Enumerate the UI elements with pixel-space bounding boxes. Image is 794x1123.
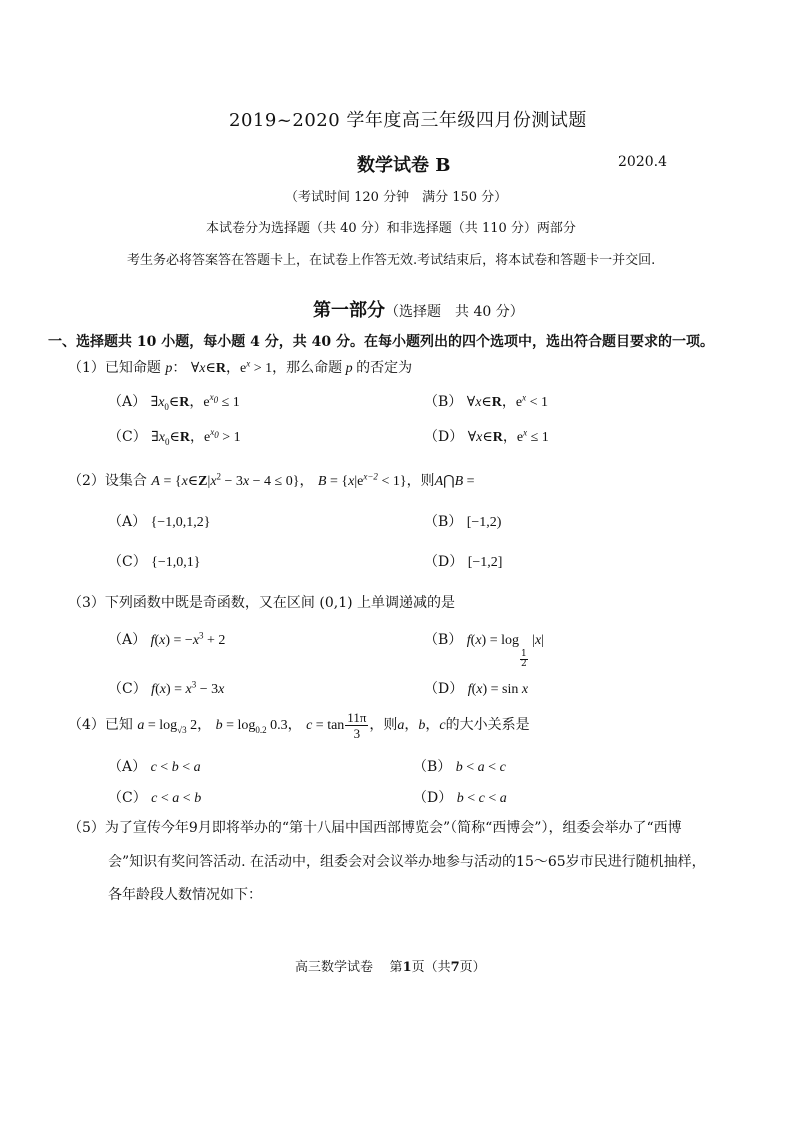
page-footer: [295, 956, 486, 975]
question-number: （5）: [68, 820, 105, 836]
option-4c[interactable]: （C） c < a < b: [108, 790, 202, 806]
question-5: [68, 817, 682, 837]
exam-instructions: 考生务必将答案答在答题卡上，在试卷上作答无效.考试结束后，将本试卷和答题卡一并交回.: [127, 253, 656, 268]
option-label: （B）: [424, 394, 463, 410]
question-number: （3）: [68, 595, 105, 611]
question-text: 的大小关系是: [445, 717, 530, 733]
option-label: （D）: [424, 554, 464, 570]
footer-label: 高三数学试卷: [295, 960, 374, 975]
question-number: （4）: [68, 717, 105, 733]
question-1: （1）已知命题 p： ∀x∈R，$e^x > 1$，那么命题 p 的否定为: [68, 358, 413, 376]
option-label: （A）: [108, 632, 147, 648]
footer-page-mid: 页（共: [411, 960, 451, 975]
option-label: （B）: [413, 759, 452, 775]
option-3d[interactable]: （D） f(x) = sin x: [424, 681, 529, 697]
option-label: （B）: [424, 514, 463, 530]
option-label: （A）: [108, 759, 147, 775]
option-3b[interactable]: （B） f(x) = log $\frac{1}{2}$ |x|: [424, 632, 545, 669]
option-label: （D）: [413, 790, 453, 806]
question-4: （4）已知 $a = \log_{√3} 2$， $b = \log_{0.2} 0.3$， c = tan $\frac{11\pi}{3}$ ，则a，b，c的大小关系是: [68, 709, 530, 741]
option-label: （D）: [424, 429, 464, 445]
option-2b[interactable]: [424, 511, 501, 531]
option-value: [−1,2): [466, 515, 502, 530]
question-text: 的否定为: [356, 360, 413, 376]
exam-date: 2020.4: [618, 154, 667, 170]
option-4a[interactable]: （A） c < b < a: [108, 759, 201, 775]
option-2c[interactable]: [108, 551, 201, 571]
footer-page-prefix: 第: [389, 960, 403, 975]
option-label: （A）: [108, 514, 147, 530]
option-4d[interactable]: （D） b < c < a: [413, 790, 507, 806]
option-2a[interactable]: [108, 511, 210, 531]
question-text: 设集合: [104, 473, 147, 489]
question-text: 下列函数中既是奇函数，又在区间 (0,1) 上单调递减的是: [104, 595, 456, 611]
option-label: （C）: [108, 429, 147, 445]
section-instruction: 一、选择题共 10 小题，每小题 4 分，共 40 分。在每小题列出的四个选项中，选出符合题目要求的一项。: [48, 334, 714, 350]
option-value: [−1,2]: [467, 555, 503, 570]
exam-composition: 本试卷分为选择题（共 40 分）和非选择题（共 110 分）两部分: [206, 221, 576, 236]
exam-title: 2019~2020 学年度高三年级四月份测试题: [229, 110, 587, 131]
footer-page-number: 1: [402, 960, 412, 975]
question-text: 为了宣传今年9月即将举办的“第十八届中国西部博览会”（简称“西博会”），组委会举办了“西博: [104, 820, 682, 836]
option-label: （C）: [108, 554, 147, 570]
question-5-line-2: 会”知识有奖问答活动. 在活动中，组委会对会议举办地参与活动的15～65岁市民进行随机抽样，: [108, 854, 706, 870]
exam-subtitle: 数学试卷 B: [357, 155, 451, 176]
option-4b[interactable]: （B） b < a < c: [413, 759, 506, 775]
option-value: {−1,0,1,2}: [150, 515, 211, 530]
option-3a[interactable]: （A） $f(x) = -x^3 + 2$: [108, 630, 226, 648]
question-text: ，那么命题: [272, 360, 343, 376]
question-text: 已知命题: [104, 360, 161, 376]
question-3: [68, 592, 455, 612]
option-value: {−1,0,1}: [151, 555, 201, 570]
option-label: （A）: [108, 394, 147, 410]
question-text: ，则: [406, 473, 435, 489]
footer-total-pages: 7: [450, 960, 460, 975]
option-1a[interactable]: （A） $\exists x_0\in R$，$e^{x_0} \le 1$: [108, 392, 240, 412]
question-text: ，则: [369, 717, 398, 733]
question-2: （2）设集合 $A = \{x\in Z|x^2 - 3x - 4 \le 0\}$， $B = \{x|e^{x-2} < 1\}$，则A⋂B =: [68, 471, 475, 489]
footer-page-suffix: 页）: [459, 960, 486, 975]
option-3c[interactable]: （C） $f(x) = x^3 - 3x$: [108, 679, 225, 697]
exam-time-info: （考试时间 120 分钟 满分 150 分）: [285, 190, 508, 205]
part-heading: [313, 296, 524, 322]
option-label: （C）: [108, 681, 147, 697]
option-1c[interactable]: （C） $\exists x_0\in R$，$e^{x_0} > 1$: [108, 427, 241, 447]
option-label: （C）: [108, 790, 147, 806]
question-5-line-3: 各年龄段人数情况如下：: [108, 887, 262, 903]
part-heading-note: （选择题 共 40 分）: [385, 304, 524, 320]
option-label: （B）: [424, 632, 463, 648]
option-1d[interactable]: （D） ∀x∈R，$e^x \le 1$: [424, 427, 549, 445]
option-1b[interactable]: （B） ∀x∈R，$e^x < 1$: [424, 392, 549, 410]
option-label: （D）: [424, 681, 464, 697]
question-number: （1）: [68, 360, 105, 376]
option-2d[interactable]: [424, 551, 502, 571]
question-number: （2）: [68, 473, 105, 489]
part-heading-title: 第一部分: [313, 300, 385, 321]
question-text: 已知: [104, 717, 133, 733]
